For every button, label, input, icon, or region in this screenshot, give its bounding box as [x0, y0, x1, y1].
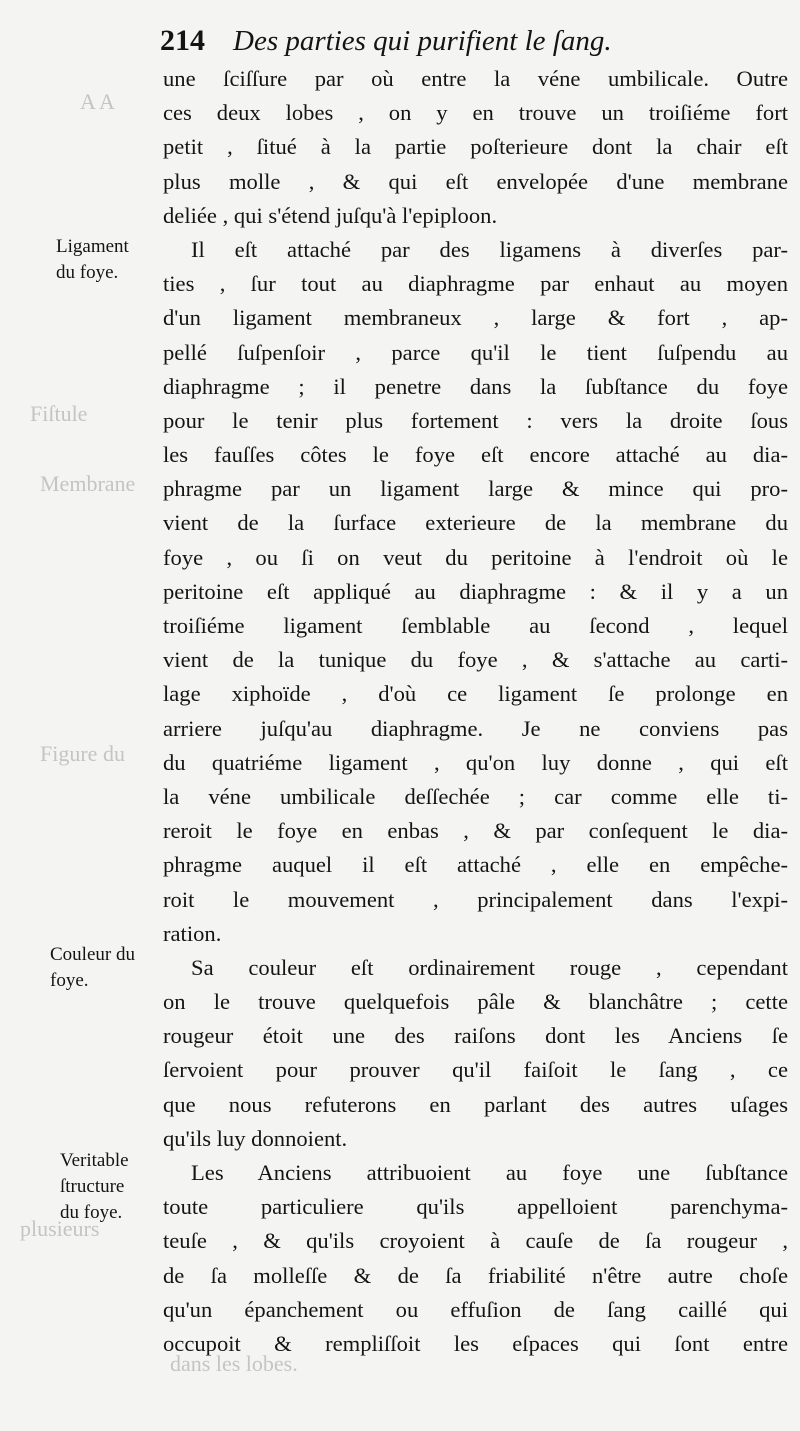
text-line: de ſa molleſſe & de ſa friabilité n'être autre choſe [163, 1262, 788, 1288]
bleed-through-text: dans les lobes. [170, 1351, 298, 1376]
text-line: roit le mouvement , principalement dans l'expi- [163, 886, 788, 912]
text-line: deliée , qui s'étend juſqu'à l'epiploon. [163, 202, 498, 228]
text-line: phragme par un ligament large & mince qui pro- [163, 476, 788, 502]
margin-note-line: du foye. [56, 262, 119, 283]
text-line: la véne umbilicale deſſechée ; car comme elle ti- [163, 783, 788, 809]
margin-note [60, 1148, 129, 1226]
text-line: toute particuliere qu'ils appelloient parenchyma- [163, 1194, 788, 1220]
text-line: du quatriéme ligament , qu'on luy donne , qui eſt [163, 749, 788, 775]
text-line: pour le tenir plus fortement : vers la droite ſous [163, 407, 788, 433]
text-line: ties , ſur tout au diaphragme par enhaut au moyen [163, 271, 788, 297]
text-line: vient de la tunique du foye , & s'attache au carti- [163, 647, 788, 673]
page-header [160, 24, 612, 64]
margin-note [50, 942, 135, 994]
text-line: phragme auquel il eſt attaché , elle en empêche- [163, 852, 788, 878]
text-line: pellé ſuſpenſoir , parce qu'il le tient ſuſpendu au [163, 339, 788, 365]
margin-note-line: ſtructure [60, 1176, 125, 1197]
text-line: qu'un épanchement ou effuſion de ſang caillé qui [163, 1296, 788, 1322]
text-line: d'un ligament membraneux , large & fort , ap- [163, 305, 788, 331]
text-line: les fauſſes côtes le foye eſt encore attaché au dia- [163, 442, 788, 468]
bleed-through-text: plusieurs [20, 1216, 100, 1241]
margin-note-line: Ligament [56, 236, 129, 257]
running-head: Des parties qui purifient le ſang. [233, 25, 612, 57]
text-line: rougeur étoit une des raiſons dont les Anciens ſe [163, 1023, 788, 1049]
text-line: arriere juſqu'au diaphragme. Je ne conviens pas [163, 715, 788, 741]
text-line: lage xiphoïde , d'où ce ligament ſe prolonge en [163, 681, 788, 707]
margin-note [56, 234, 129, 286]
text-line: qu'ils luy donnoient. [163, 1125, 348, 1151]
text-line: Les Anciens attribuoient au foye une ſubſtance [191, 1160, 788, 1185]
text-line: occupoit & rempliſſoit les eſpaces qui ſont entre [163, 1330, 788, 1356]
text-line: plus molle , & qui eſt envelopée d'une membrane [163, 168, 788, 194]
body-text [163, 62, 788, 1361]
text-line: troiſiéme ligament ſemblable au ſecond , lequel [163, 613, 788, 638]
text-line: on le trouve quelquefois pâle & blanchâtre ; cette [163, 989, 788, 1015]
bleed-through-text: A A [80, 89, 115, 114]
margin-note-line: foye. [50, 970, 89, 991]
text-line: une ſciſſure par où entre la véne umbilicale. Outre [163, 66, 788, 91]
text-line: Sa couleur eſt ordinairement rouge , cependant [191, 954, 788, 980]
bleed-through-text: Figure du [40, 741, 125, 766]
page-number: 214 [160, 24, 205, 57]
text-line: diaphragme ; il penetre dans la ſubſtance du foye [163, 373, 788, 399]
margin-note-line: Veritable [60, 1150, 129, 1171]
text-line: teuſe , & qu'ils croyoient à cauſe de ſa rougeur , [163, 1228, 788, 1254]
text-line: Il eſt attaché par des ligamens à diverſes par- [191, 236, 788, 262]
text-line: ces deux lobes , on y en trouve un troiſiéme fort [163, 100, 788, 126]
text-line: petit , ſitué à la partie poſterieure dont la chair eſt [163, 134, 788, 160]
text-line: vient de la ſurface exterieure de la membrane du [163, 510, 788, 536]
text-line: ſervoient pour prouver qu'il faiſoit le ſang , ce [163, 1057, 788, 1083]
margin-note-line: Couleur du [50, 944, 135, 965]
text-line: ration. [163, 920, 222, 946]
text-line: foye , ou ſi on veut du peritoine à l'endroit où le [163, 544, 788, 570]
text-line: reroit le foye en enbas , & par conſequent le dia- [163, 818, 788, 844]
bleed-through-text: Membrane [40, 471, 136, 496]
text-line: peritoine eſt appliqué au diaphragme : & il y a un [163, 578, 788, 604]
text-line: que nous refuterons en parlant des autres uſages [163, 1091, 788, 1117]
bleed-through-text: Fiſtule [30, 401, 88, 426]
margin-note-line: du foye. [60, 1202, 123, 1223]
